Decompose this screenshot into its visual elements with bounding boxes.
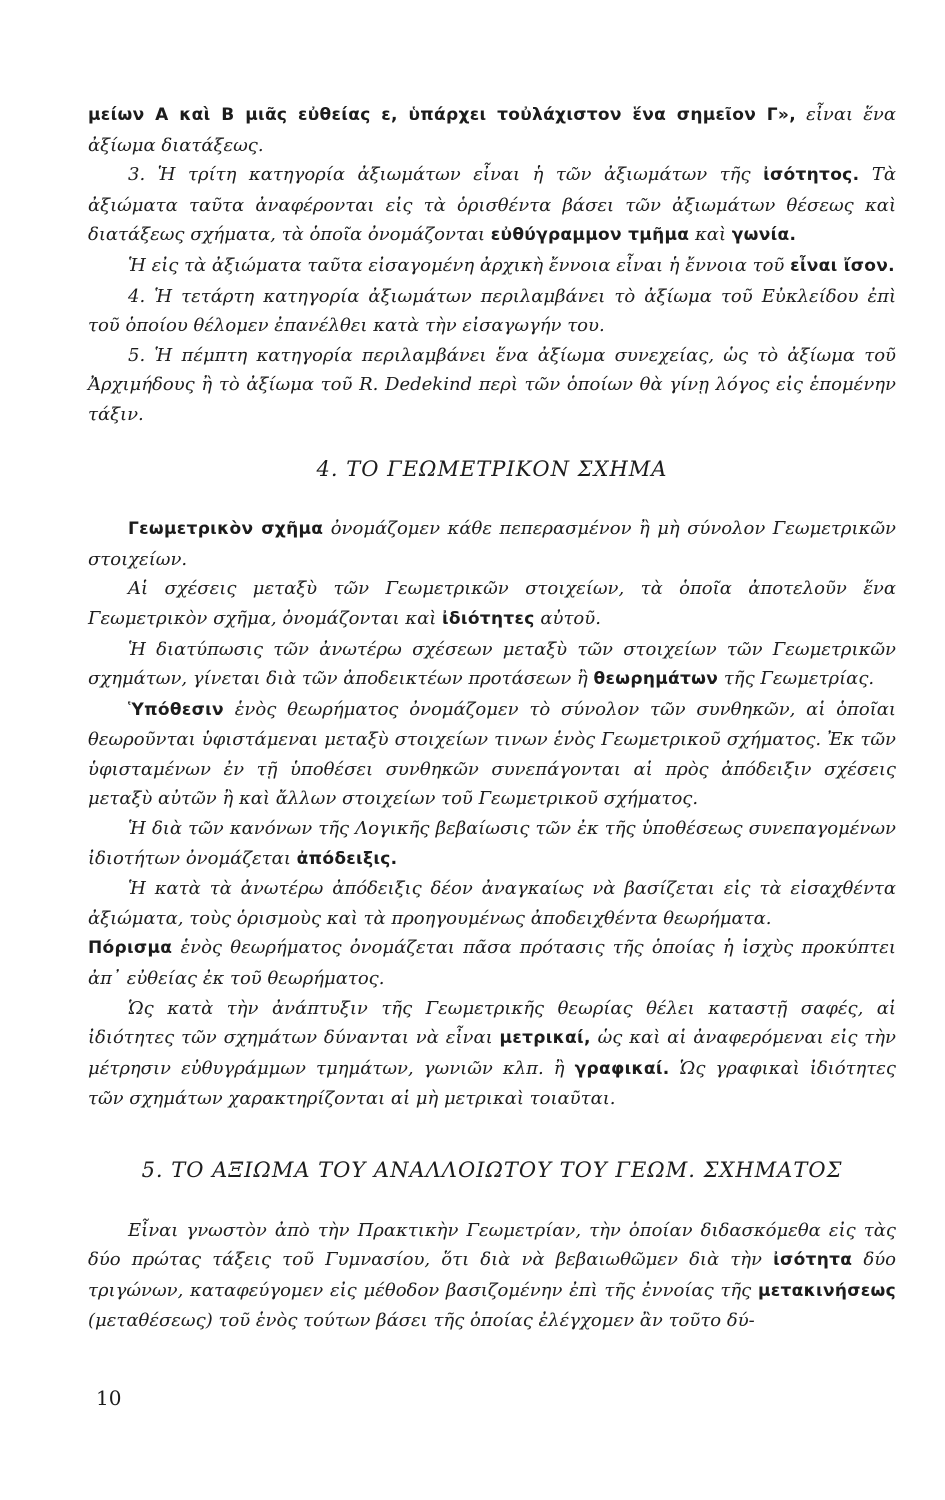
text-run: Ἡ κατὰ τὰ ἀνωτέρω ἀπόδειξις δέον ἀναγκαίως νὰ βασίζεται εἰς τὰ εἰσαχθέντα ἀξιώματα, τοὺς ὁρισμοὺς καὶ τὰ προηγουμένως ἀποδειχθέντα θεωρήματα. [88, 878, 896, 929]
paragraph [88, 933, 896, 993]
bold-term: μετρικαί, [499, 1028, 591, 1049]
paragraph [88, 100, 896, 160]
paragraph [88, 695, 896, 814]
text-run: εἶναι ἕνα ἀξίωμα διατάξεως. [88, 104, 896, 156]
text-run: καὶ [689, 224, 732, 246]
bold-term: γωνία. [731, 225, 797, 246]
text-run: Ὡς κατὰ τὴν ἀνάπτυξιν τῆς Γεωμετρικῆς θεωρίας θέλει καταστῇ σαφές, αἱ ἰδιότητες τῶν σχημάτων δύνανται νὰ εἶναι [88, 997, 896, 1049]
text-run: Αἱ σχέσεις μεταξὺ τῶν Γεωμετρικῶν στοιχείων, τὰ ὁποῖα ἀποτελοῦν ἕνα Γεωμετρικὸν σχῆμα, ὀνομάζονται καὶ [88, 578, 896, 629]
paragraph [88, 282, 896, 341]
paragraph [88, 1216, 896, 1336]
paragraph [88, 874, 896, 933]
bold-term: εὐθύγραμμον τμῆμα [490, 225, 690, 246]
page-body [88, 100, 896, 1336]
bold-term: εἶναι ἴσον. [790, 255, 895, 276]
text-run: 3. Ἡ τρίτη κατηγορία ἀξιωμάτων εἶναι ἡ τῶν ἀξιωμάτων τῆς [128, 164, 764, 186]
bold-term: Πόρισμα [88, 938, 173, 959]
bold-term: μετακινήσεως [757, 1280, 896, 1301]
section-heading: 5. ΤΟ ΑΞΙΩΜΑ ΤΟΥ ΑΝΑΛΛΟΙΩΤΟΥ ΤΟΥ ΓΕΩΜ. ΣΧΗΜΑΤΟΣ [141, 1158, 843, 1182]
section-heading: 4. ΤΟ ΓΕΩΜΕΤΡΙΚΟΝ ΣΧΗΜΑ [316, 456, 668, 481]
text-run: τῆς Γεωμετρίας. [718, 668, 875, 690]
paragraph [88, 574, 896, 634]
paragraph [88, 251, 896, 282]
bold-term: μείων Α καὶ Β μιᾶς εὐθείας ε, ὑπάρχει τοὐλάχιστον ἕνα σημεῖον Γ», [88, 105, 796, 125]
bold-term: ἰδιότητες [442, 608, 535, 629]
paragraph [88, 514, 896, 574]
text-run: Ἡ εἰς τὰ ἀξιώματα ταῦτα εἰσαγομένη ἀρχικὴ ἔννοια εἶναι ἡ ἔννοια τοῦ [128, 254, 791, 276]
bold-term: Γεωμετρικὸν σχῆμα [128, 519, 324, 540]
text-run: αὐτοῦ. [534, 607, 601, 629]
bold-term: ἀπόδειξις. [296, 848, 398, 869]
page-number: 10 [96, 1386, 122, 1410]
bold-term: γραφικαί. [574, 1058, 670, 1079]
bold-term: ἰσότητα [773, 1250, 853, 1271]
text-run: Εἶναι γνωστὸν ἀπὸ τὴν Πρακτικὴν Γεωμετρίαν, τὴν ὁποίαν διδασκόμεθα εἰς τὰς δύο πρώτας τάξεις τοῦ Γυμνασίου, ὅτι διὰ νὰ βεβαιωθῶμεν διὰ τὴν [88, 1219, 896, 1271]
text-run: Ἡ διὰ τῶν κανόνων τῆς Λογικῆς βεβαίωσις τῶν ἐκ τῆς ὑποθέσεως συνεπαγομένων ἰδιοτήτων ὀνομάζεται [88, 818, 896, 869]
text-run: Ὡς γραφικαὶ ἰδιότητες τῶν σχημάτων χαρακτηρίζονται αἱ μὴ μετρικαὶ τοιαῦται. [88, 1057, 897, 1110]
bold-term: θεωρημάτων [593, 669, 719, 690]
text-run: 5. Ἡ πέμπτη κατηγορία περιλαμβάνει ἕνα ἀξίωμα συνεχείας, ὡς τὸ ἀξίωμα τοῦ Ἀρχιμήδους ἢ τὸ ἀξίωμα τοῦ R. Dedekind περὶ τῶν ὁποίων θὰ γίνῃ λόγος εἰς ἑπομένην τάξιν. [88, 344, 896, 425]
paragraph [88, 341, 896, 430]
paragraph [88, 814, 896, 874]
text-run: ἑνὸς θεωρήματος ὀνομάζομεν τὸ σύνολον τῶν συνθηκῶν, αἱ ὁποῖαι θεωροῦνται ὑφιστάμεναι μεταξὺ στοιχείων τινων ἑνὸς Γεωμετρικοῦ σχήματος. Ἐκ τῶν ὑφισταμένων ἐν τῇ ὑποθέσει συνθηκῶν συνεπάγονται αἱ πρὸς ἀπόδειξιν σχέσεις μεταξὺ αὐτῶν ἢ καὶ ἄλλων στοιχείων τοῦ Γεωμετρικοῦ σχήματος. [88, 698, 896, 810]
paragraph [88, 635, 896, 695]
bold-term: Ὑπόθεσιν [128, 699, 224, 720]
text-run: Ἡ διατύπωσις τῶν ἀνωτέρω σχέσεων μεταξὺ τῶν στοιχείων τῶν Γεωμετρικῶν σχημάτων, γίνεται διὰ τῶν ἀποδεικτέων προτάσεων ἢ [88, 638, 896, 690]
bold-term: ἰσότητος. [763, 165, 860, 186]
text-run: (μεταθέσεως) τοῦ ἑνὸς τούτων βάσει τῆς ὁποίας ἐλέγχομεν ἂν τοῦτο δύ- [88, 1310, 755, 1332]
text-run: ὡς καὶ αἱ ἀναφερόμεναι εἰς τὴν μέτρησιν εὐθυγράμμων τμημάτων, γωνιῶν κλπ. ἢ [88, 1027, 896, 1079]
text-run: δύο τριγώνων, καταφεύγομεν εἰς μέθοδον βασιζομένην ἐπὶ τῆς ἐννοίας τῆς [88, 1249, 897, 1301]
text-run: 4. Ἡ τετάρτη κατηγορία ἀξιωμάτων περιλαμβάνει τὸ ἀξίωμα τοῦ Εὐκλείδου ἐπὶ τοῦ ὁποίου θέλομεν ἐπανέλθει κατὰ τὴν εἰσαγωγήν του. [88, 285, 896, 337]
paragraph [88, 994, 896, 1114]
text-run: ὀνομάζομεν κάθε πεπερασμένον ἢ μὴ σύνολον Γεωμετρικῶν στοιχείων. [88, 518, 896, 570]
text-run: ἑνὸς θεωρήματος ὀνομάζεται πᾶσα πρότασις τῆς ὁποίας ἡ ἰσχὺς προκύπτει ἀπ᾽ εὐθείας ἐκ τοῦ θεωρήματος. [88, 937, 896, 990]
paragraph [88, 160, 896, 251]
text-run: Τὰ ἀξιώματα ταῦτα ἀναφέρονται εἰς τὰ ὁρισθέντα βάσει τῶν ἀξιωμάτων θέσεως καὶ διατάξεως σχήματα, τὰ ὁποῖα ὀνομάζονται [88, 164, 896, 246]
